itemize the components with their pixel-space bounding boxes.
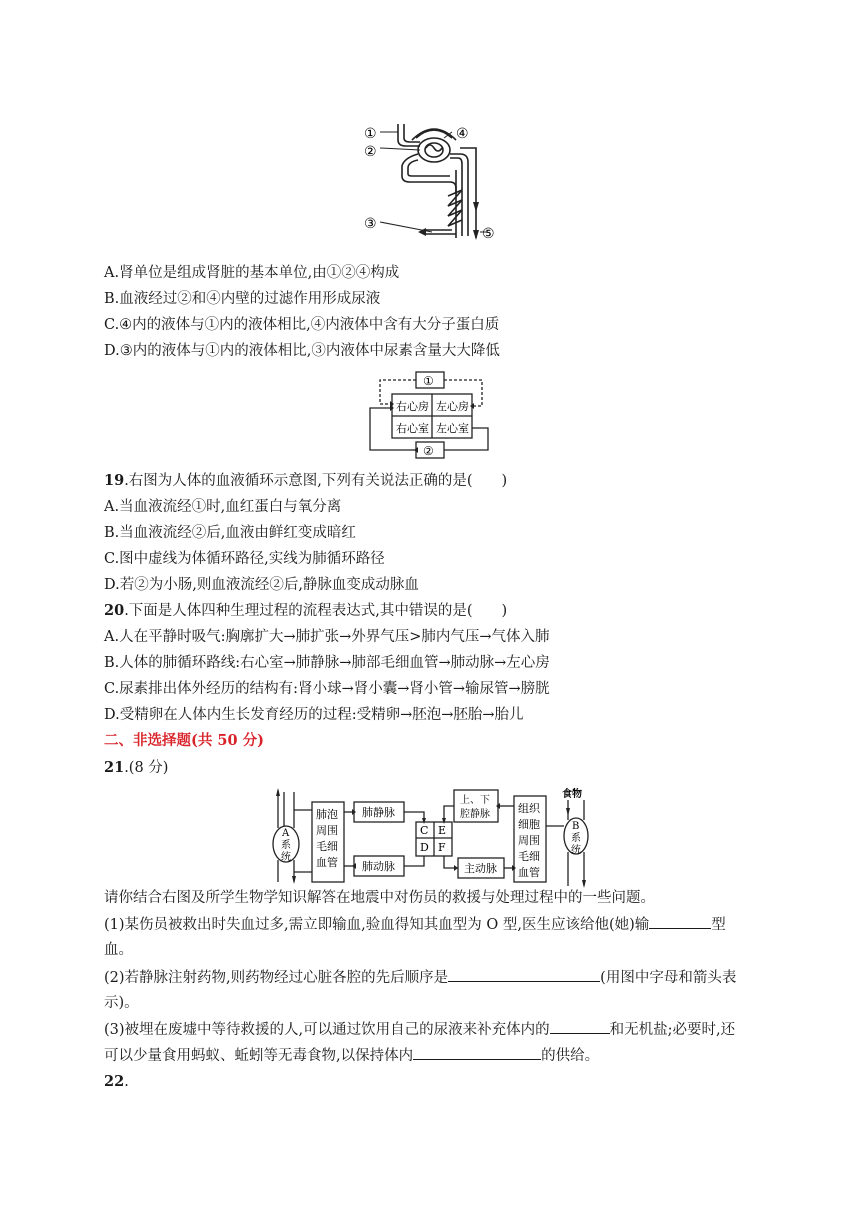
alveoli-line-3: 毛细 bbox=[316, 840, 338, 853]
nephron-label-1: ① bbox=[364, 126, 377, 142]
nephron-label-3: ③ bbox=[364, 216, 377, 232]
circulation-diagram bbox=[364, 368, 494, 460]
heart-letter-c: C bbox=[420, 824, 429, 837]
q20-number: 20 bbox=[104, 602, 125, 619]
nephron-label-4: ④ bbox=[456, 126, 469, 142]
heart-letter-f: F bbox=[438, 841, 446, 854]
alveoli-line-1: 肺泡 bbox=[316, 808, 338, 821]
q19-number: 19 bbox=[104, 472, 125, 489]
q19-option-c: C.图中虚线为体循环路径,实线为肺循环路径 bbox=[104, 551, 385, 567]
q20-option-b: B.人体的肺循环路线:右心室→肺静脉→肺部毛细血管→肺动脉→左心房 bbox=[104, 655, 550, 671]
q18-option-b: B.血液经过②和④内壁的过滤作用形成尿液 bbox=[104, 291, 381, 307]
a-system-char-2: 统 bbox=[281, 852, 291, 863]
q22-header bbox=[104, 1072, 129, 1092]
q21-score: .(8 分) bbox=[124, 760, 169, 776]
q20-option-a: A.人在平静时吸气:胸廓扩大→肺扩张→外界气压>肺内气压→气体入肺 bbox=[104, 629, 550, 645]
a-system-char-1: 系 bbox=[281, 840, 291, 851]
q21-part3-text-a: (3)被埋在废墟中等待救援的人,可以通过饮用自己的尿液来补充体内的 bbox=[104, 1022, 550, 1038]
q21-part1-line1 bbox=[104, 914, 726, 935]
b-system-char-1: 系 bbox=[571, 833, 581, 844]
nephron-label-5: ⑤ bbox=[482, 226, 495, 242]
q20-option-c: C.尿素排出体外经历的结构有:肾小球→肾小囊→肾小管→输尿管→膀胱 bbox=[104, 681, 550, 697]
q21-part2-line2: 示)。 bbox=[104, 995, 139, 1011]
food-label: 食物 bbox=[562, 789, 582, 800]
b-system-letter: B bbox=[572, 821, 580, 832]
a-system-letter: A bbox=[282, 828, 290, 839]
heart-letter-e: E bbox=[438, 824, 447, 837]
tissue-line-5: 血管 bbox=[518, 866, 540, 879]
q20-stem bbox=[104, 601, 507, 621]
q19-stem bbox=[104, 471, 507, 491]
q21-part1-text-a: (1)某伤员被救出时失血过多,需立即输血,验血得知其血型为 O 型,医生应该给他(她)输 bbox=[104, 917, 650, 933]
b-system-char-2: 统 bbox=[571, 845, 581, 856]
q21-part1-text-b: 型 bbox=[711, 917, 726, 933]
q22-suffix: . bbox=[124, 1074, 129, 1090]
q21-part2-line1 bbox=[104, 967, 736, 988]
tissue-line-4: 毛细 bbox=[518, 850, 540, 863]
vena-cava-line-2: 腔静脉 bbox=[460, 809, 490, 820]
q21-part3-text-c: 可以少量食用蚂蚁、蚯蚓等无毒食物,以保持体内 bbox=[104, 1048, 414, 1064]
alveoli-line-2: 周围 bbox=[316, 824, 338, 837]
pulmonary-artery-label: 肺动脉 bbox=[362, 860, 395, 873]
alveoli-line-4: 血管 bbox=[316, 856, 338, 869]
q21-part3-text-d: 的供给。 bbox=[541, 1048, 600, 1064]
q21-part1-blank[interactable] bbox=[649, 914, 711, 929]
pulmonary-vein-label: 肺静脉 bbox=[362, 806, 395, 819]
tissue-line-3: 周围 bbox=[518, 834, 540, 847]
circ-bottom-box-label: ② bbox=[423, 444, 434, 458]
q19-option-d: D.若②为小肠,则血液流经②后,静脉血变成动脉血 bbox=[104, 577, 419, 593]
q22-number: 22 bbox=[104, 1073, 125, 1090]
q19-option-a: A.当血液流经①时,血红蛋白与氧分离 bbox=[104, 499, 342, 515]
heart-letter-d: D bbox=[420, 841, 429, 854]
q21-part1-line2: 血。 bbox=[104, 942, 133, 958]
section-title: 二、非选择题(共 50 分) bbox=[104, 732, 264, 749]
q19-option-b: B.当血液流经②后,血液由鲜红变成暗红 bbox=[104, 525, 356, 541]
q20-stem-text: .下面是人体四种生理过程的流程表达式,其中错误的是( ) bbox=[124, 603, 508, 619]
q18-option-c: C.④内的液体与①内的液体相比,④内液体中含有大分子蛋白质 bbox=[104, 317, 500, 333]
q21-part2-text-b: (用图中字母和箭头表 bbox=[600, 970, 737, 986]
aorta-label: 主动脉 bbox=[464, 862, 497, 875]
q21-part3-line1 bbox=[104, 1019, 735, 1040]
circ-top-box-label: ① bbox=[423, 374, 434, 388]
circ-right-atrium: 右心房 bbox=[396, 400, 429, 413]
q21-part3-blank-1[interactable] bbox=[550, 1019, 610, 1034]
q21-part3-blank-2[interactable] bbox=[413, 1045, 541, 1060]
vena-cava-line-1: 上、下 bbox=[460, 795, 490, 806]
q21-intro: 请你结合右图及所学生物学知识解答在地震中对伤员的救援与处理过程中的一些问题。 bbox=[104, 890, 655, 906]
nephron-label-2: ② bbox=[364, 144, 377, 160]
q21-part2-blank[interactable] bbox=[448, 967, 600, 982]
circ-right-ventricle: 右心室 bbox=[396, 422, 429, 435]
tissue-line-2: 细胞 bbox=[518, 818, 540, 831]
circ-left-atrium: 左心房 bbox=[436, 400, 469, 413]
q18-option-a: A.肾单位是组成肾脏的基本单位,由①②④构成 bbox=[104, 265, 400, 281]
q21-part3-text-b: 和无机盐;必要时,还 bbox=[609, 1022, 736, 1038]
q21-number: 21 bbox=[104, 759, 125, 776]
q18-option-d: D.③内的液体与①内的液体相比,③内液体中尿素含量大大降低 bbox=[104, 343, 500, 359]
circ-left-ventricle: 左心室 bbox=[436, 422, 469, 435]
tissue-line-1: 组织 bbox=[518, 802, 540, 815]
q21-part3-line2 bbox=[104, 1045, 599, 1066]
q19-stem-text: .右图为人体的血液循环示意图,下列有关说法正确的是( ) bbox=[124, 473, 508, 489]
system-diagram bbox=[268, 786, 604, 890]
q20-option-d: D.受精卵在人体内生长发育经历的过程:受精卵→胚泡→胚胎→胎儿 bbox=[104, 707, 524, 723]
nephron-diagram bbox=[360, 118, 500, 246]
q21-header bbox=[104, 758, 168, 778]
q21-part2-text-a: (2)若静脉注射药物,则药物经过心脏各腔的先后顺序是 bbox=[104, 970, 449, 986]
